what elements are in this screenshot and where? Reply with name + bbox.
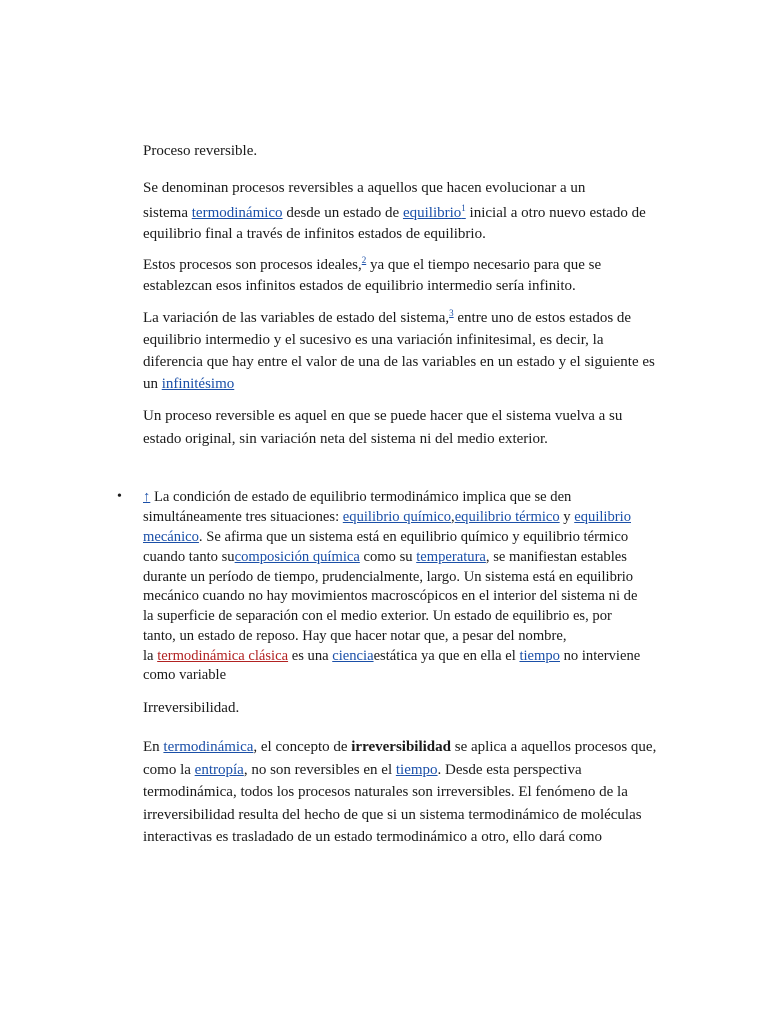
text: cuando tanto su	[143, 549, 235, 565]
link-equilibrio-mecanico-b[interactable]: mecánico	[143, 529, 199, 545]
paragraph-3-line-1	[143, 308, 631, 328]
link-termodinamico[interactable]: termodinámico	[191, 205, 283, 221]
bullet-icon: •	[117, 489, 122, 504]
link-entropia[interactable]: entropía	[194, 762, 244, 778]
text: ,	[451, 509, 455, 525]
text: como su	[359, 549, 417, 565]
text: inicial a otro nuevo estado de	[465, 205, 646, 221]
footnote-line-7: la superficie de separación con el medio exterior. Un estado de equilibrio es, por	[143, 608, 612, 624]
link-text: equilibrio	[402, 205, 462, 221]
text: , no son reversibles en el	[243, 762, 396, 778]
text: En	[143, 739, 164, 755]
text: la	[143, 648, 158, 664]
link-equilibrio-termico[interactable]: equilibrio térmico	[454, 509, 560, 525]
text: estática ya que en ella el	[373, 648, 520, 664]
footnote-ref-3[interactable]: 3	[449, 308, 454, 318]
text: , el concepto de	[253, 739, 352, 755]
paragraph-2-line-2: establezcan esos infinitos estados de equilibrio intermedio sería infinito.	[143, 278, 576, 294]
link-ciencia[interactable]: ciencia	[332, 648, 374, 664]
link-infinitesimo[interactable]: infinitésimo	[161, 376, 235, 392]
paragraph-4-line-1: Un proceso reversible es aquel en que se puede hacer que el sistema vuelva a su	[143, 408, 623, 424]
text: desde un estado de	[282, 205, 403, 221]
text: entre uno de estos estados de	[453, 310, 632, 326]
footnote-line-2	[143, 507, 631, 527]
link-composicion-quimica[interactable]: composición química	[234, 549, 360, 565]
paragraph-3-line-3: diferencia que hay entre el valor de una de las variables en un estado y el siguiente es	[143, 354, 655, 370]
section-title-irreversibilidad: Irreversibilidad.	[143, 700, 240, 716]
link-tiempo[interactable]: tiempo	[519, 648, 560, 664]
footnote-line-5: durante un período de tiempo, prudencialmente, largo. Un sistema está en equilibrio	[143, 569, 634, 585]
paragraph-4-line-2: estado original, sin variación neta del sistema ni del medio exterior.	[143, 431, 548, 447]
text: La variación de las variables de estado del sistema,	[143, 310, 450, 326]
section-title-reversible: Proceso reversible.	[143, 143, 258, 159]
paragraph-5-line-4: irreversibilidad resulta del hecho de que si un sistema termodinámico de moléculas	[143, 807, 642, 823]
text: se aplica a aquellos procesos que,	[451, 739, 657, 755]
paragraph-5-line-3: termodinámica, todos los procesos naturales son irreversibles. El fenómeno de la	[143, 784, 628, 800]
text: y	[559, 509, 575, 525]
text: como la	[143, 762, 195, 778]
text: ya que el tiempo necesario para que se	[366, 257, 602, 273]
paragraph-5-line-5: interactivas es trasladado de un estado termodinámico a otro, ello dará como	[143, 829, 603, 845]
paragraph-1-line-3: equilibrio final a través de infinitos estados de equilibrio.	[143, 226, 486, 242]
paragraph-5-line-1	[143, 737, 656, 757]
link-termodinamica-clasica[interactable]: termodinámica clásica	[157, 648, 289, 664]
footnote-line-3	[143, 527, 628, 547]
back-arrow-link[interactable]: ↑	[143, 489, 151, 505]
link-equilibrio-quimico[interactable]: equilibrio químico	[342, 509, 452, 525]
footnote-line-1	[117, 487, 572, 507]
paragraph-3-line-2: equilibrio intermedio y el sucesivo es una variación infinitesimal, es decir, la	[143, 332, 604, 348]
text: un	[143, 376, 162, 392]
text: es una	[288, 648, 333, 664]
paragraph-2-line-1	[143, 255, 601, 275]
link-termodinamica[interactable]: termodinámica	[163, 739, 254, 755]
link-temperatura[interactable]: temperatura	[416, 549, 486, 565]
text: . Desde esta perspectiva	[437, 762, 582, 778]
footnote-line-6: mecánico cuando no hay movimientos macroscópicos en el interior del sistema ni de	[143, 588, 638, 604]
text: . Se afirma que un sistema está en equilibrio químico y equilibrio térmico	[198, 529, 629, 545]
text: La condición de estado de equilibrio termodinámico implica que se den	[150, 489, 572, 505]
footnote-ref-1[interactable]: 1	[461, 203, 466, 213]
link-equilibrio-mecanico-a[interactable]: equilibrio	[574, 509, 631, 525]
paragraph-5-line-2	[143, 760, 582, 780]
bold-term-irreversibilidad: irreversibilidad	[351, 739, 451, 755]
paragraph-1-line-1: Se denominan procesos reversibles a aquellos que hacen evolucionar a un	[143, 180, 586, 196]
footnote-line-10: como variable	[143, 667, 227, 683]
text: Estos procesos son procesos ideales,	[143, 257, 362, 273]
link-equilibrio[interactable]	[403, 205, 466, 221]
footnote-line-9	[143, 646, 640, 666]
link-tiempo-2[interactable]: tiempo	[395, 762, 438, 778]
text: sistema	[143, 205, 192, 221]
text: , se manifiestan estables	[485, 549, 627, 565]
paragraph-1-line-2	[143, 203, 646, 223]
text: simultáneamente tres situaciones:	[143, 509, 343, 525]
footnote-ref-2[interactable]: 2	[361, 255, 367, 265]
paragraph-3-line-4	[143, 374, 234, 394]
text: no interviene	[559, 648, 641, 664]
footnote-line-8: tanto, un estado de reposo. Hay que hacer notar que, a pesar del nombre,	[143, 628, 567, 644]
footnote-line-4	[143, 547, 627, 567]
